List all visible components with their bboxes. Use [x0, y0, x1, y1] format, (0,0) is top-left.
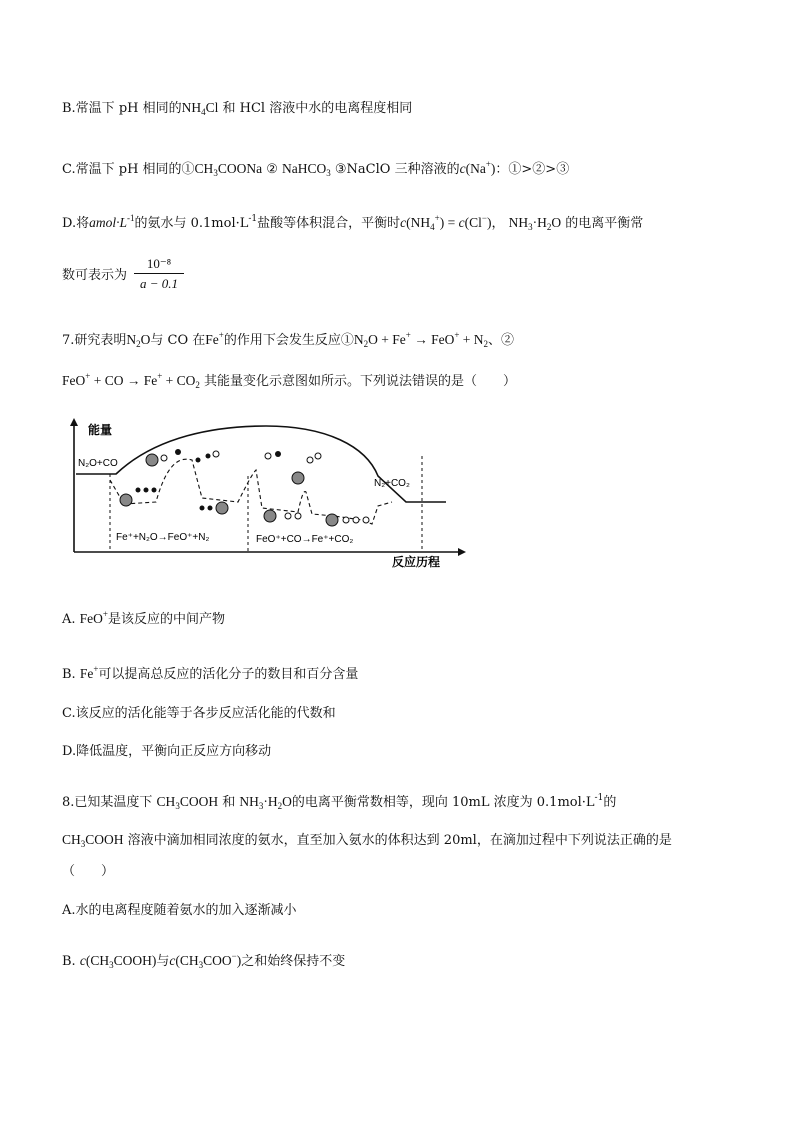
- formula-n2o: $N_2O$: [126, 332, 151, 349]
- formula-fe-plus: Fe+: [205, 330, 224, 347]
- q6-option-d-cont: 数可表示为: [62, 268, 128, 283]
- reaction-1: $N_2O + Fe^+ \to FeO^+ + N_2$: [353, 330, 489, 349]
- q8-stem-line2: $CH_3COOH$ 溶液中滴加相同浓度的氨水，直至加入氨水的体积达到 20ml，在滴加过程中下列说法正确的是: [62, 832, 672, 849]
- formula-nh4cl: $NH_4Cl$: [181, 100, 219, 117]
- energy-diagram: [66, 416, 466, 572]
- expr-c-ch3cooh: $c(CH_3COOH)$: [79, 953, 157, 970]
- state-left: N₂O+CO: [78, 458, 118, 469]
- formula-fe-plus-b: Fe+: [79, 664, 99, 681]
- formula-nh3h2o: $NH_3\cdot H_2O$: [508, 215, 562, 232]
- step-2-label: FeO⁺+CO→Fe⁺+CO₂: [256, 534, 354, 545]
- q7-option-c: C.该反应的活化能等于各步反应活化能的代数和: [62, 706, 336, 721]
- x-axis-label: 反应历程: [392, 555, 441, 569]
- formula-feo-plus: FeO+: [79, 609, 108, 626]
- x-axis-arrow-icon: [458, 548, 466, 556]
- q6-option-d: D.将$amol\cdot L^{-1}$的氨水与 $0.1mol\cdot L^{-1}$盐酸等体积混合，平衡时$c(NH_4^+) = c(Cl^-)$， $NH_3\cdot H_2O$ 的电离平衡常: [62, 213, 644, 232]
- y-axis-label: 能量: [88, 423, 113, 437]
- q6-option-c: C.常温下 pH 相同的$①CH_3COONa$ ② NaHCO$_3$ ③NaClO 三种溶液的c(Na+)：①>②>③: [62, 159, 570, 178]
- y-axis-arrow-icon: [70, 418, 78, 426]
- q8-option-b: B. $c(CH_3COOH)$与$c(CH_3COO^-)$之和始终保持不变: [62, 951, 346, 970]
- q7-option-a: A. FeO+是该反应的中间产物: [62, 609, 226, 627]
- expr-equilibrium: $c(NH_4^+) = c(Cl^-)$: [400, 213, 492, 232]
- molecule-icons: [120, 449, 369, 526]
- fraction-ka: $\frac{\text{10⁻⁸}}{a - 0.1}$: [134, 255, 184, 294]
- state-right: N₂+CO₂: [374, 478, 410, 489]
- q8-stem-line1: 8.已知某温度下 $CH_3COOH$ 和 $NH_3\cdot H_2O$的电离平衡常数相等，现向 10mL 浓度为 $0.1mol\cdot L^{-1}$的: [62, 793, 617, 811]
- formula-ch3coona: $CH_3COONa$: [194, 161, 263, 178]
- expr-c-ch3coo: $c(CH_3COO^-)$: [169, 951, 242, 970]
- q7-option-d: D.降低温度，平衡向正反应方向移动: [62, 744, 272, 759]
- conc-a: $amol\cdot L^{-1}$: [89, 213, 135, 230]
- q6-option-b: B.常温下 pH 相同的$NH_4Cl$ 和 HCl 溶液中水的电离程度相同: [62, 100, 413, 117]
- formula-ch3cooh-2: $CH_3COOH$: [62, 832, 124, 849]
- uncatalyzed-curve: [76, 426, 446, 502]
- q7-stem-line1: 7.研究表明$N_2O$与 CO 在Fe+的作用下会发生反应$①N_2O + Fe^+ \to FeO^+ + N_2$、②: [62, 330, 515, 349]
- formula-nahco3: NaHCO$_3$: [282, 161, 331, 178]
- q8-option-a: A.水的电离程度随着氨水的加入逐渐减小: [62, 903, 297, 918]
- formula-nh3h2o-q8: $NH_3\cdot H_2O$: [239, 794, 292, 811]
- q8-stem-line3: （ ）: [62, 864, 115, 879]
- q7-option-b: B. Fe+可以提高总反应的活化分子的数目和百分含量: [62, 664, 359, 682]
- expr-c-na: c(Na+): [459, 159, 496, 176]
- reaction-2: FeO+ + CO → $Fe^+ + CO_2$: [62, 371, 200, 390]
- q7-stem-line2: FeO+ + CO → $Fe^+ + CO_2$ 其能量变化示意图如所示。下列说法错误的是（ ）: [62, 371, 517, 390]
- step-1-label: Fe⁺+N₂O→FeO⁺+N₂: [116, 532, 210, 543]
- formula-ch3cooh: $CH_3COOH$: [156, 794, 219, 811]
